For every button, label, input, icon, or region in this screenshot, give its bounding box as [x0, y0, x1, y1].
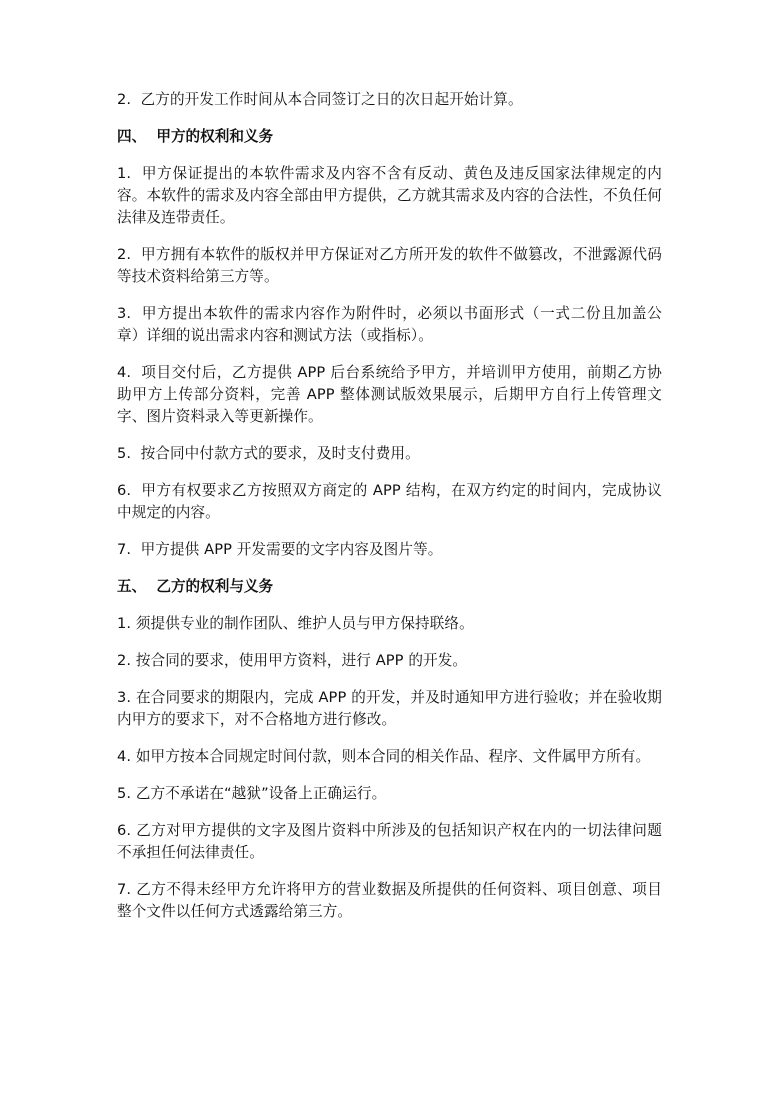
section-4-item-6: 6. 甲方有权要求乙方按照双方商定的 APP 结构，在双方约定的时间内，完成协议中规定的内容。: [117, 482, 662, 521]
section-4-list: [117, 163, 662, 561]
section-4-item-7: 7. 甲方提供 APP 开发需要的文字内容及图片等。: [117, 541, 443, 558]
section-5-item-7: 7. 乙方不得未经甲方允许将甲方的营业数据及所提供的任何资料、项目创意、项目整个文件以任何方式透露给第三方。: [117, 881, 662, 920]
section-4-item-5: 5. 按合同中付款方式的要求，及时支付费用。: [117, 445, 420, 462]
section-4-item-4: 4. 项目交付后，乙方提供 APP 后台系统给予甲方，并培训甲方使用，前期乙方协助甲方上传部分资料，完善 APP 整体测试版效果展示，后期甲方自行上传管理文字、图片资料录入等更新操作。: [117, 364, 662, 425]
section-4-item-2: 2. 甲方拥有本软件的版权并甲方保证对乙方所开发的软件不做篡改，不泄露源代码等技术资料给第三方等。: [117, 246, 662, 285]
document-body: [117, 89, 662, 938]
section-5-item-1: 1. 须提供专业的制作团队、维护人员与甲方保持联络。: [117, 615, 474, 632]
intro-item: 2. 乙方的开发工作时间从本合同签订之日的次日起开始计算。: [117, 91, 523, 108]
section-4-item-3: 3. 甲方提出本软件的需求内容作为附件时，必须以书面形式（一式二份且加盖公章）详细的说出需求内容和测试方法（或指标）。: [117, 305, 662, 344]
section-4-heading: 四、 甲方的权利和义务: [117, 128, 274, 145]
section-5-heading: 五、 乙方的权利与义务: [117, 578, 274, 595]
section-5-item-4: 4. 如甲方按本合同规定时间付款，则本合同的相关作品、程序、文件属甲方所有。: [117, 748, 651, 765]
section-5-item-5: 5. 乙方不承诺在“越狱”设备上正确运行。: [117, 785, 387, 802]
section-5-item-2: 2. 按合同的要求，使用甲方资料，进行 APP 的开发。: [117, 652, 468, 669]
section-4-item-1: 1. 甲方保证提出的本软件需求及内容不含有反动、黄色及违反国家法律规定的内容。本软件的需求及内容全部由甲方提供，乙方就其需求及内容的合法性，不负任何法律及连带责任。: [117, 165, 662, 226]
section-5-item-6: 6. 乙方对甲方提供的文字及图片资料中所涉及的包括知识产权在内的一切法律问题不承担任何法律责任。: [117, 822, 662, 861]
section-5-list: [117, 613, 662, 923]
section-5-item-3: 3. 在合同要求的期限内，完成 APP 的开发，并及时通知甲方进行验收；并在验收期内甲方的要求下，对不合格地方进行修改。: [117, 689, 662, 728]
